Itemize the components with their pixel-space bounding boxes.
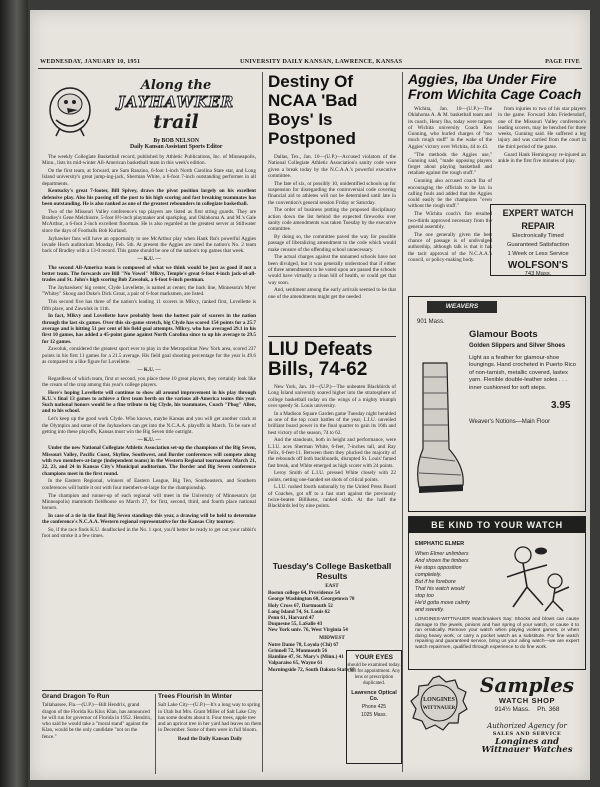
expert-line3: Electronically Timed — [512, 233, 564, 239]
eyes-title: YOUR EYES — [355, 654, 393, 661]
expert-line5: 1 Week or Less Service — [507, 251, 569, 257]
trail-title-line1: Along the — [140, 78, 212, 93]
aggies-headline: Aggies, Iba Under Fire From Wichita Cage Coach — [408, 71, 582, 102]
result-line: Valparaiso 65, Wayne 61 — [268, 660, 323, 667]
trail-separator: — K.U. — — [137, 256, 161, 263]
trail-paragraph: On the first team, at forward, are Sam Ranzino, 6-foot 1-inch North Carolina State star, and Long Island university's great jump-ing-jack, Sherman White, a 6-foot 7-inch outstanding performer in all departments. — [42, 168, 256, 187]
trail-paragraph: Regardless of which team, first or second, you place these 10 great players, they certainly look like the cream of the crop among this year's college players. — [42, 375, 256, 388]
aggies-paragraph: Gunning also accused coach Iba of encouraging the officials to be lax in calling fouls and added that the Aggies could easily be the champions "even without the rough stuff." — [408, 178, 492, 210]
column-divider — [262, 72, 263, 772]
column-divider — [155, 694, 156, 774]
trail-paragraph: So, if the race finds K.U. deadlocked in the No. 1 spot, you'd better be ready to get out your rabbit's foot and stroke it a few times. — [42, 527, 256, 540]
liu-paragraph: New York, Jan. 10—(U.P.)—The unbeaten Blackbirds of Long Island university soared higher into the stratosphere of college basketball today on the wings of a mighty triumph over speedy St. Louis university. — [268, 384, 396, 409]
liu-paragraph: In a Madison Square Garden game Tuesday night heralded as one of the top court battles of the year, L.I.U. unveiled brilliant board power in the final quarter to gain its 16th and best victory of the season, 74 to 62. — [268, 410, 396, 436]
weavers-logo: WEAVERS — [427, 301, 497, 313]
eyes-phone: Phone 425 — [361, 704, 387, 710]
agency-line2: SALES AND SERVICE — [492, 731, 562, 737]
aggies-paragraph: The Wichita coach's fire resulted two-thirds approved necessary from the general assembly. — [408, 211, 492, 230]
story-body: Salt Lake City—(U.P.)—It's a long way to spring in Utah but Mrs. Grant Miller of Salt Lake City has some doubts about it. Four trees, apple tree and an apricot tree in her yard had leaves on them in December. Some of them were in full bloom. — [158, 702, 262, 734]
destiny-paragraph: The order of business putting the proposed disciplinary action down the list behind the expected fireworks over sanity code amendments was taken Tuesday by the executive committee. — [268, 207, 396, 233]
destiny-paragraph: Dallas, Tex., Jan. 10—(U.P.)—Accused violators of the National Collegiate Athletic Association's sanity code were given a break today by the N.C.A.A.'s powerful executive committee. — [268, 154, 396, 179]
liu-paragraph: Leroy Smith of L.I.U. pressed White closely with 22 points, netting one-handed set shots of critical points. — [268, 470, 396, 483]
trail-paragraph: Zawoluk, considered the greatest sport ever to play in the Metropolitan New York area, scored 237 points in his first 11 games for a 21.5 average. His field goal shooting percentage for the year is 49.6 as compared to a like figure for Lovellette. — [42, 346, 256, 365]
trail-paragraph: Here's hoping Lovellette will continue to show all around improvement in his play through K.U.'s final 13 games to achieve a first team berth on the various all-America teams this year. Such national honors would be a fine tribute to big Clyde, his teammates, Coach "Phog" Allen, and to his school. — [42, 389, 256, 415]
destiny-paragraph: The actual charges against the unnamed schools have not been divulged, but it was generally understood that if either of three amendments to be voted upon are passed the schools would have virtually a clean bill of health, or could get that way soon. — [268, 254, 396, 286]
authorized-agency — [470, 722, 584, 754]
masthead-paper: UNIVERSITY DAILY KANSAN, LAWRENCE, KANSAS — [240, 58, 403, 65]
poem-line: And shows the timbers — [415, 558, 469, 564]
section-rule — [268, 336, 396, 337]
weavers-address: 901 Mass. — [417, 319, 445, 325]
story-title: Grand Dragon To Run — [42, 693, 110, 700]
jayhawk-mascot-icon — [42, 80, 98, 138]
weavers-price: 3.95 — [551, 400, 571, 411]
longines-wittnauer-seal-icon — [410, 674, 468, 732]
expert-line4: Guaranteed Satisfaction — [506, 242, 570, 248]
trail-paragraph: In case of a tie in the final Big Seven standings this year, a drawing will be held to determine the conference's N.C.A.A. Western regional representative for the Kansas City tourney. — [42, 512, 256, 526]
samples-contact — [470, 706, 584, 713]
liu-paragraph: L.I.U. rushed fourth nationally by the United Press Board of Coaches, got off to a fast start against the previously twice-beaten Billikens, ranked sixth. At the half the Blackbirds led by nine points. — [268, 484, 396, 510]
eyes-address: 1025 Mass. — [361, 712, 387, 718]
column-divider — [402, 72, 403, 772]
poem-line: completely. — [415, 572, 442, 578]
trail-paragraph: This second five has three of the nation's leading 11 scorers in Mlkvy, ranked first, Lovellette is fifth place, and Zawoluk in 11th. — [42, 299, 256, 312]
poem-line: He stops opposition — [415, 565, 462, 571]
trail-paragraph: Kentucky's great 7-footer, Bill Spivey, draws the pivot position largely on his excellent defensive play. Also his passing off the post to his high scoring and fast breaking teammates has been outstanding. He is also ranked as one of the greatest rebounders in collegiate basketball. — [42, 188, 256, 208]
weavers-dept: Weaver's Notions—Main Floor — [469, 419, 551, 425]
result-line: Duquesne 55, LaSalle 43 — [268, 621, 323, 628]
agency-line1: Authorized Agency for — [487, 722, 567, 730]
aggies-paragraph: "The methods the Aggies use," Gunning said, "made opposing players forget about playing basketball and retaliate against the rough stuff." — [408, 151, 492, 177]
aggies-paragraph: from injuries to two of his star players in the game. Forward John Friedersdorf, one of the Missouri Valley conference's leading scorers, may be benched for three weeks, Gunning said. He suffered a leg injury and was carried from the court in the third period of the game. — [498, 106, 586, 150]
destiny-headline: Destiny Of NCAA 'Bad Boys' Is Postponed — [268, 72, 358, 148]
eyes-body: should be examined today. Call for appointment. Any lens or prescription duplicated. — [347, 663, 401, 686]
poem-line: stop too — [415, 593, 434, 599]
story-title: Trees Flourish In Winter — [158, 693, 232, 700]
microfilm-binding — [0, 0, 28, 787]
svg-text:LONGINES: LONGINES — [423, 697, 455, 703]
kind-poem — [415, 551, 489, 614]
samples-address: 914½ Mass. — [494, 706, 530, 713]
result-line: Grinnell 72, Monmouth 56 — [268, 648, 328, 655]
weavers-subtitle: Golden Slippers and Silver Shoes — [469, 343, 566, 349]
byline-name: By BOB NELSON — [153, 138, 200, 144]
agency-line3: Longines and Wittnauer Watches — [481, 737, 573, 755]
watch-repair-ad — [490, 204, 586, 276]
weavers-ad — [408, 296, 586, 512]
aggies-paragraph: Wichita, Jan. 10—(U.P.)—The Oklahoma A. & M. basketball team and its coach, Henry Iba, today were targets of Wichita university Coach Ken Gunning, who hurled charges of "too much rough stuff" in the wake of the Aggies' victory over Wichita, 44 to 43. — [408, 106, 492, 150]
expert-line2: REPAIR — [521, 221, 555, 231]
trail-paragraph: The weekly Collegiate Basketball record, published by Athletic Publications, Inc. of Minneapolis, Minn., lists its mid-winter All-American basketball team in this week's edition. — [42, 154, 256, 167]
destiny-column — [268, 154, 396, 334]
weavers-title: Glamour Boots — [469, 329, 538, 340]
bottom-rule — [42, 690, 262, 691]
poem-line: He'd gotta move calmly — [415, 600, 470, 606]
liu-headline: LIU Defeats Bills, 74-62 — [268, 339, 373, 380]
kind-copy: LONGINES-WITTNAUER Watchmakers Say: Shocks and blows can cause damage to the jewels, pinions and hair spring of your watch, or cause it to run erratically. Remove your watch when playing violent games, or when doing heavy work, or carry a pocket watch as a substitute. For fine watch repairing and guaranteed service, bring us your ailing watch—we are expert watch repairmen, qualified through experience to do fine work. — [415, 617, 579, 650]
trail-title-line2: JAYHAWKER — [117, 93, 235, 111]
masthead — [40, 58, 580, 68]
trail-title — [102, 76, 250, 133]
glamour-boot-icon — [413, 357, 467, 507]
newspaper-page — [30, 10, 590, 780]
trail-paragraph: The second All-America team is composed of what we think would be just as good if not a better team. The forwards are Bill "No Vowel" Mlkvy, Temple's great 6-foot 4-inch jack-of-all-trades and St. John's high scoring Bob Zawoluk, a 6-foot 6-inch postman. — [42, 264, 256, 284]
trail-header — [42, 76, 250, 140]
poem-line: When Elmer unlimbers — [415, 551, 469, 557]
story-grand-dragon — [42, 694, 152, 740]
results-title: Tuesday's College Basketball Results — [272, 561, 392, 581]
masthead-page: PAGE FIVE — [545, 58, 580, 65]
kind-emphatic: EMPHATIC ELMER — [415, 541, 465, 547]
football-player-illustration-icon — [493, 541, 579, 613]
masthead-rule — [38, 68, 582, 69]
optical-ad — [346, 650, 402, 764]
trail-paragraph: Jayhawker fans will have an opportunity to see McArthur play when Hank Iba's powerful Aggies invade Hoch auditorium Monday, Feb. 5th. At present the Aggies are rated the nation's No. 2 team back of Bradley with a 13-0 record. This game should be one of the nation's top games that week. — [42, 235, 256, 255]
trail-paragraph: Two of the Missouri Valley conference's top players are listed as first string guards. They are Bradley's Gene Melchiorre, 5-foot 8½-inch playmaker and sparkplug, and Oklahoma A. and M.'s Gale McArthur, a 6-foot 2-inch excellent floorman. He is also regarded as the greatest server at Stillwater since the days of Footballs Bob Kurland. — [42, 208, 256, 234]
trail-byline — [130, 138, 222, 150]
result-line: Notre Dame 70, Loyola (Chi) 67 — [268, 641, 339, 648]
expert-address: 743 Mass. — [524, 271, 552, 277]
liu-column — [268, 384, 396, 558]
kind-banner: BE KIND TO YOUR WATCH — [409, 517, 585, 533]
samples-name: Samples — [479, 673, 575, 697]
result-line: Holy Cross 67, Dartmouth 52 — [268, 602, 333, 609]
result-line: Penn 61, Harvard 47 — [268, 615, 315, 622]
results-region: MIDWEST — [319, 634, 345, 641]
poem-line: But if he forebore — [415, 579, 456, 585]
aggies-paragraph: The one generally given the best chance of passage is of undivulged authorship, although talk is that it has the tacit approval of the N.C.A.A.'s council, or policy-making body. — [408, 231, 492, 263]
trail-paragraph: The champion and runner-up of each regional will meet in the University of Minnesota's (at Minneapolis) mammoth fieldhouse on March 27, for first, second, third, and fourth place national honors. — [42, 492, 256, 512]
watch-care-ad — [408, 516, 586, 670]
destiny-paragraph: And, sentiment among the early arrivals seemed to be that one of the amendments might get the needed — [268, 287, 396, 300]
story-trees — [158, 694, 262, 742]
trail-separator: — K.U. — — [137, 437, 161, 444]
samples-shop: WATCH SHOP — [498, 696, 556, 705]
poem-line: and sweetly. — [415, 607, 445, 613]
samples-watch-shop-ad — [470, 674, 584, 722]
result-line: Long Island 74, St. Louis 62 — [268, 608, 330, 615]
trail-paragraph: In the Eastern Regional, winners of Eastern League, Big Ten, Southeastern, and Southern conferences will battle it out with four members-at-large for the championship. — [42, 478, 256, 491]
aggies-column-cont — [498, 106, 586, 202]
liu-paragraph: And the standouts, both in height and performance, were L.I.U. aces Sherman White, 6-feet, 7-inches tall, and Ray Felix, 6-feet-11. Between them they plucked the majority of the rebounds off both backboards, disrupted St. Louis' famed fast break, and White emerged as high scorer with 24 points. — [268, 437, 396, 469]
destiny-paragraph: The fate of six, or possibly 10, unidentified schools up for suspension for disregarding the controversial code covering financial aid to athletes will not be determined until late in the convention's general session Friday or Saturday. — [268, 180, 396, 206]
expert-line1: EXPERT WATCH — [502, 208, 574, 218]
aggies-paragraph: Guard Hank Hemingway re-injured an ankle in the first five minutes of play. — [498, 151, 586, 164]
trail-separator: — K.U. — — [137, 367, 161, 374]
poem-line: That his watch would — [415, 586, 465, 592]
aggies-column — [408, 106, 492, 294]
result-line: George Washington 60, Georgetown 70 — [268, 596, 355, 603]
result-line: Hamline 47, St. Mary's (Minn.) 41 — [268, 654, 344, 661]
result-line: Boston college 64, Providence 54 — [268, 590, 340, 597]
results-region: EAST — [325, 583, 339, 589]
byline-title: Daily Kansan Assistant Sports Editor — [130, 144, 223, 150]
result-line: Morningside 72, South Dakota State 68 — [268, 666, 355, 673]
samples-phone: Ph. 368 — [537, 706, 560, 713]
svg-text:WITTNAUER: WITTNAUER — [422, 705, 456, 711]
read-kansan-line: Read the Daily Kansan Daily — [177, 735, 243, 742]
trail-paragraph: Let's keep up the good work Clyde. Who knows, maybe Kansas and you will get another crack at the Olympics and some of the Jayhawkers can get into the N.C.A.A. playoffs in March. To be sure of getting into these playoffs, Kansas must win the Big Seven title outright. — [42, 416, 256, 435]
trail-column — [42, 154, 256, 690]
masthead-date: WEDNESDAY, JANUARY 10, 1951 — [40, 58, 141, 65]
story-body: Tallahassee, Fla.—(U.P.)—Bill Hendrix, grand dragon of the Florida Ku Klux Klan, has announced he will run for governor of Florida in 1952. Hendrix, who said he would take a "moral stand" against the Klan, would be the only candidate "not on the fence." — [42, 702, 152, 740]
trail-paragraph: Under the new National Collegiate Athletic Association set-up the champions of the Big Seven, Missouri Valley, Pacific Coast, Skyline, Southwest, and Border conferences will compete along with two members-at-large (independent teams) in the Western Regional tournament March 21, 22, 23, and 24 in Kansas City's Municipal auditorium. The Border and Big Seven conference champions meet in the first round. — [42, 445, 256, 477]
destiny-paragraph: By doing so, the committee paved the way for possible passage of liberalizing amendment to the code which would make censure of the offending school unnecessary. — [268, 234, 396, 253]
expert-shop: WOLFSON'S — [507, 260, 569, 271]
trail-title-line3: trail — [153, 111, 199, 133]
trail-paragraph: The Jayhawkers' big center, Clyde Lovellette, is named at center, the back line, Minnesota's Myer "Whitey" Skoog and Duke's Dick Groat, a pair of 6-foot marksmen, are listed. — [42, 285, 256, 298]
result-line: New York univ. 76, West Virginia 54 — [268, 627, 348, 634]
weavers-body: Light as a feather for glamour-shoe loungings. Hand crocheted in Puerto Rico of non-tarnish, metallic covered, lastex yarn. Flexible double-leather soles . . . inner cushioned for soft steps. — [469, 355, 576, 391]
trail-paragraph: In fact, Mlkvy and Lovellette have probably been the hottest pair of scorers in the nation through the last six games. Over this six-game stretch, big Clyde has scored 154 points for a 25.7 average and is hitting 51 per cent of his field goal attempts. Mlkvy, who has averaged 29.1 in his first 10 games, has added a 45-point game against North Carolina since to up his average to 29.5 for 12 games. — [42, 313, 256, 345]
eyes-shop: Lawrence Optical Co. — [351, 690, 397, 702]
